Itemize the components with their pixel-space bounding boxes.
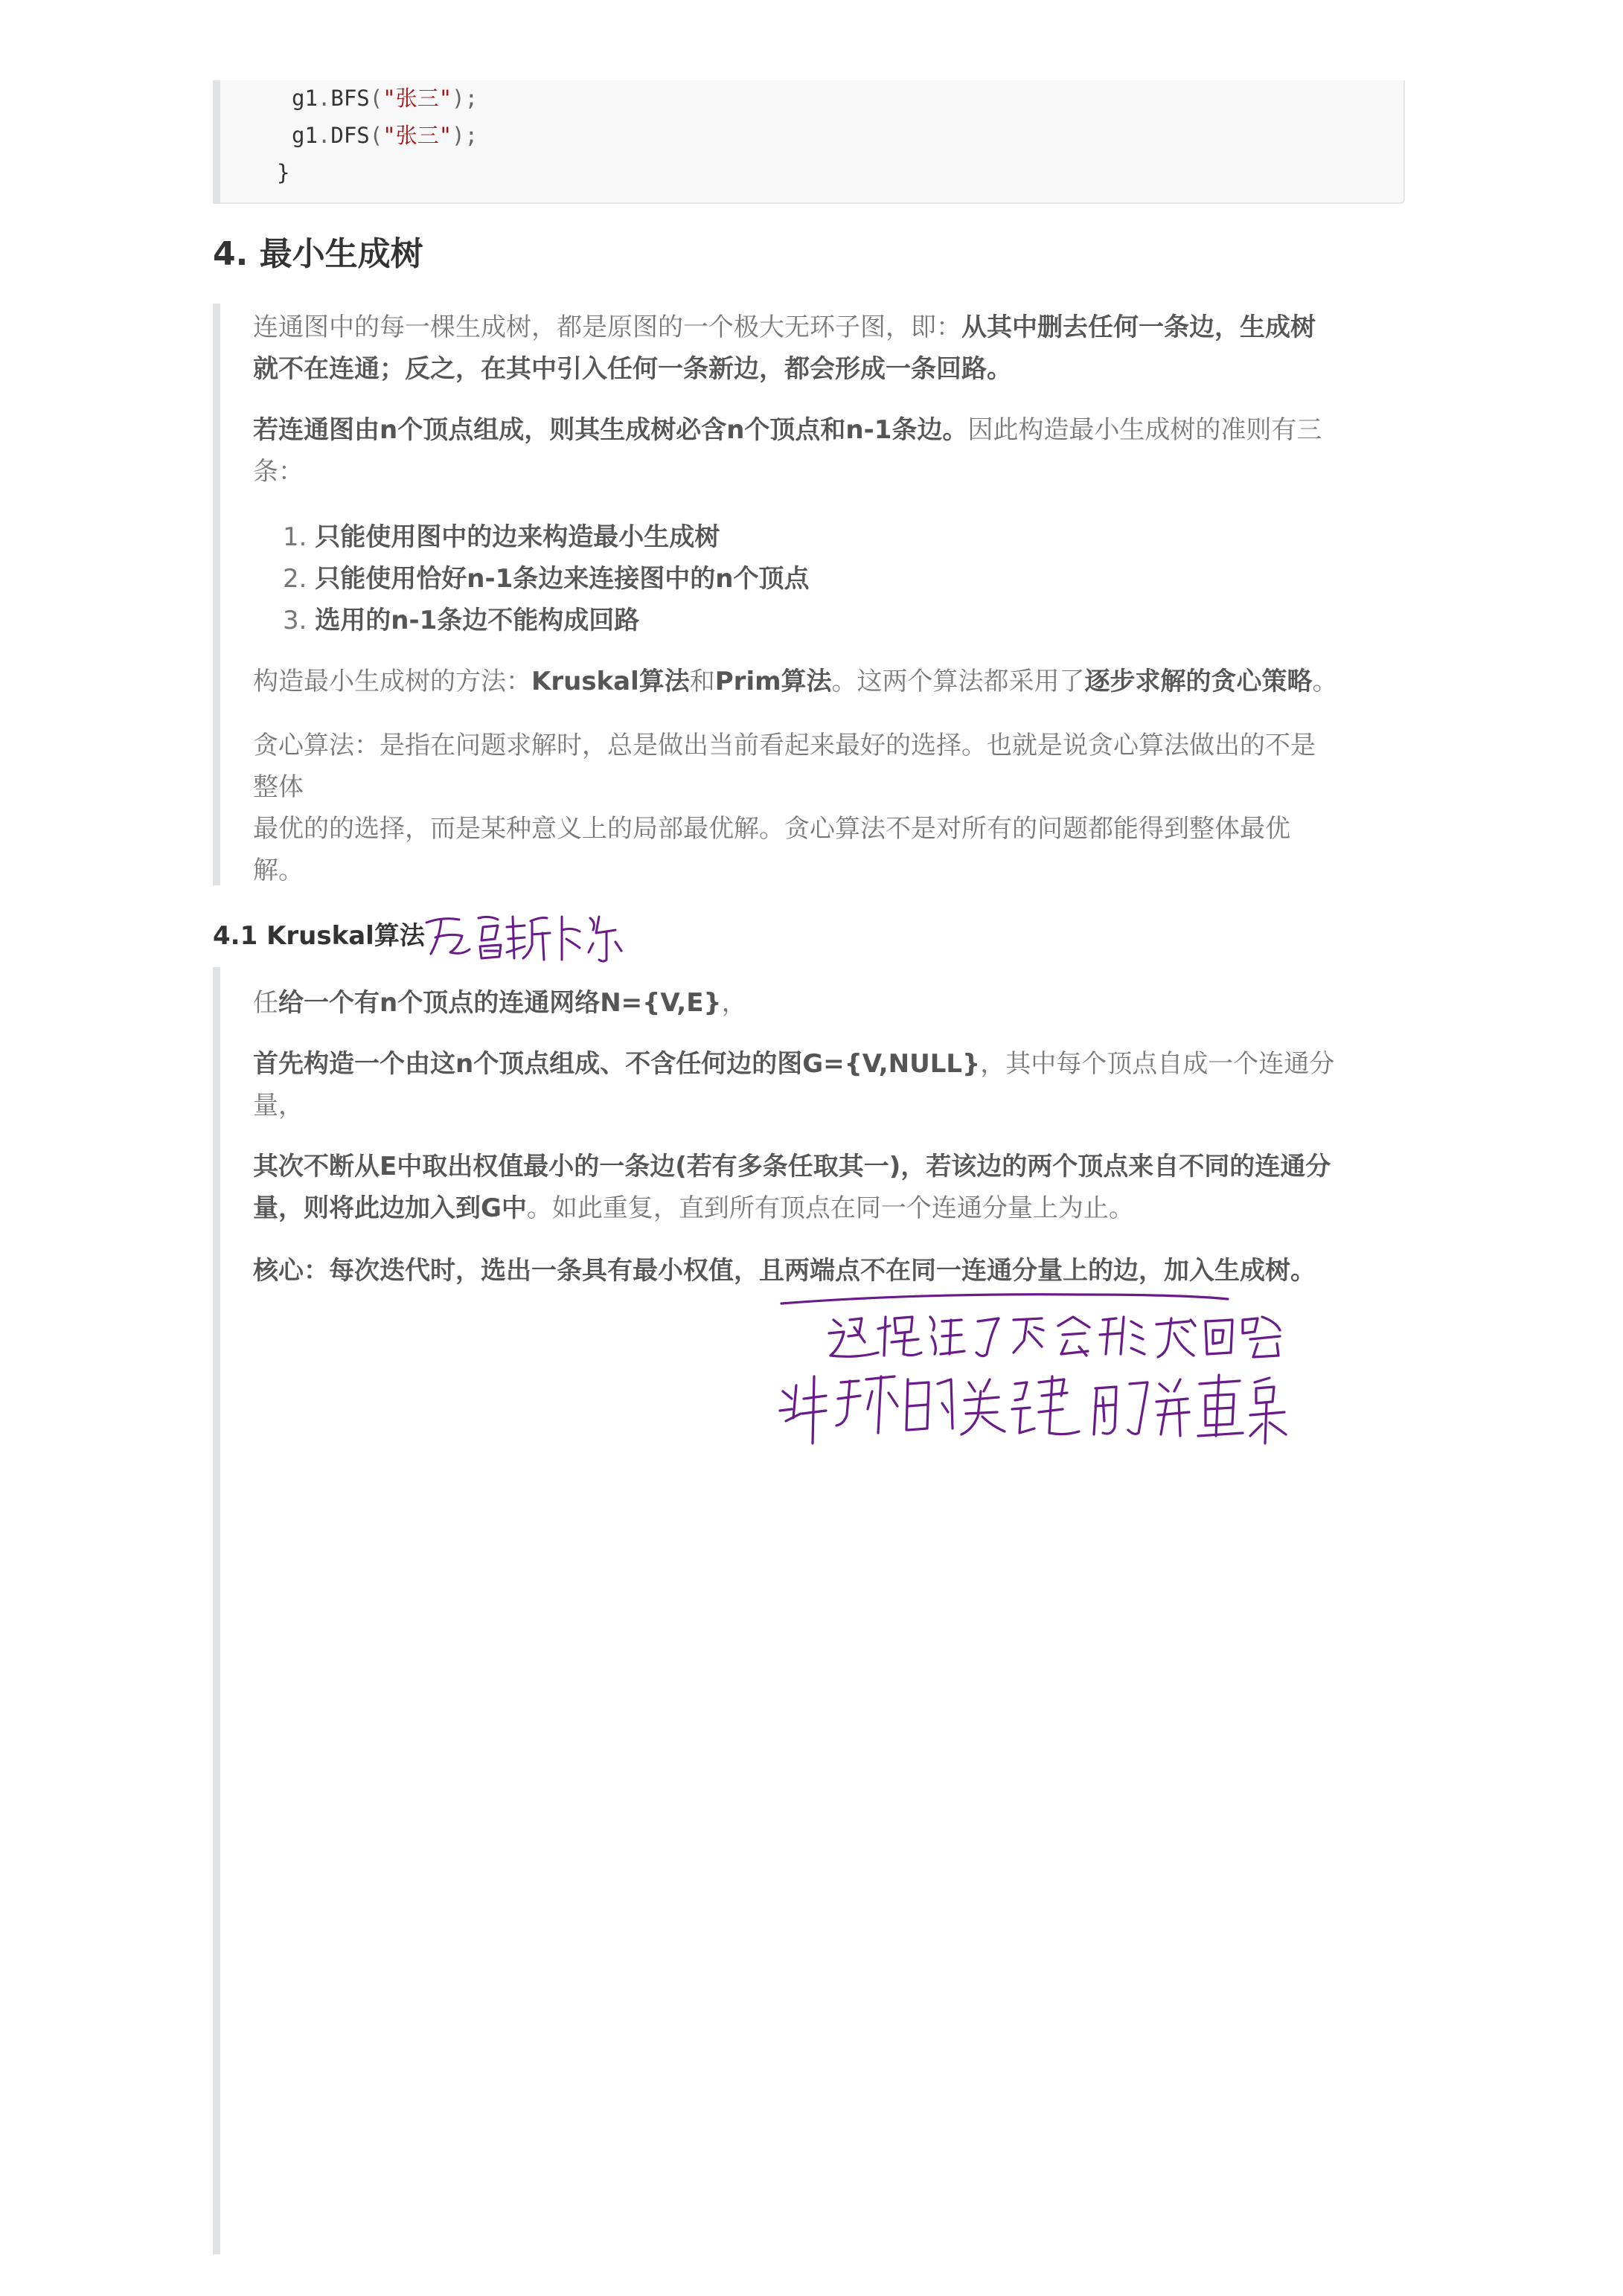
mst-paragraph-2-line-2: 条：: [253, 457, 304, 487]
code-line-bfs: g1.BFS("张三");: [292, 86, 478, 111]
code-left-bar: [213, 80, 220, 204]
kruskal-core-idea: 核心：每次迭代时，选出一条具有最小权值，且两端点不在同一连通分量上的边，加入生成树。: [253, 1256, 1316, 1286]
code-line-dfs: g1.DFS("张三");: [292, 123, 478, 148]
code-closing-brace: }: [277, 160, 290, 185]
greedy-paragraph-line-1: 贪心算法：是指在问题求解时，总是做出当前看起来最好的选择。也就是说贪心算法做出的不是: [253, 731, 1316, 760]
kruskal-step-first-line-2: 量，: [253, 1091, 304, 1120]
greedy-paragraph-line-3: 最优的的选择，而是某种意义上的局部最优解。贪心算法不是对所有的问题都能得到整体最优: [253, 814, 1290, 844]
blockquote-bar-kruskal: [213, 967, 220, 2254]
handwritten-cycle-note: [766, 1287, 1302, 1458]
blockquote-bar-mst: [213, 304, 220, 885]
kruskal-step-next-line-1: 其次不断从E中取出权值最小的一条边(若有多条任取其一)，若该边的两个顶点来自不同的连通分: [253, 1152, 1331, 1181]
section-heading-mst: 4. 最小生成树: [213, 235, 423, 273]
kruskal-step-next-line-2: 量，则将此边加入到G中。如此重复，直到所有顶点在同一个连通分量上为止。: [253, 1193, 1134, 1223]
kruskal-step-given: 任给一个有n个顶点的连通网络N={V,E}，: [253, 988, 747, 1018]
mst-rule-3: 3. 选用的n-1条边不能构成回路: [283, 606, 640, 635]
handwritten-kruskal-annotation: [420, 900, 629, 967]
code-block: [213, 80, 1405, 204]
mst-paragraph-1-line-1: 连通图中的每一棵生成树，都是原图的一个极大无环子图，即：从其中删去任何一条边，生成树: [253, 312, 1316, 342]
greedy-paragraph-line-4: 解。: [253, 856, 304, 885]
mst-paragraph-2-line-1: 若连通图由n个顶点组成，则其生成树必含n个顶点和n-1条边。因此构造最小生成树的准则有三: [253, 415, 1322, 445]
section-heading-kruskal: 4.1 Kruskal算法: [213, 921, 425, 951]
mst-paragraph-3: 构造最小生成树的方法：Kruskal算法和Prim算法。这两个算法都采用了逐步求解的贪心策略。: [253, 667, 1338, 696]
mst-rule-2: 2. 只能使用恰好n-1条边来连接图中的n个顶点: [283, 564, 810, 594]
greedy-paragraph-line-2: 整体: [253, 772, 304, 802]
mst-paragraph-1-line-2: 就不在连通；反之，在其中引入任何一条新边，都会形成一条回路。: [253, 354, 1012, 384]
kruskal-step-first-line-1: 首先构造一个由这n个顶点组成、不含任何边的图G={V,NULL}，其中每个顶点自成一个连通分: [253, 1049, 1335, 1079]
mst-rule-1: 1. 只能使用图中的边来构造最小生成树: [283, 522, 720, 552]
